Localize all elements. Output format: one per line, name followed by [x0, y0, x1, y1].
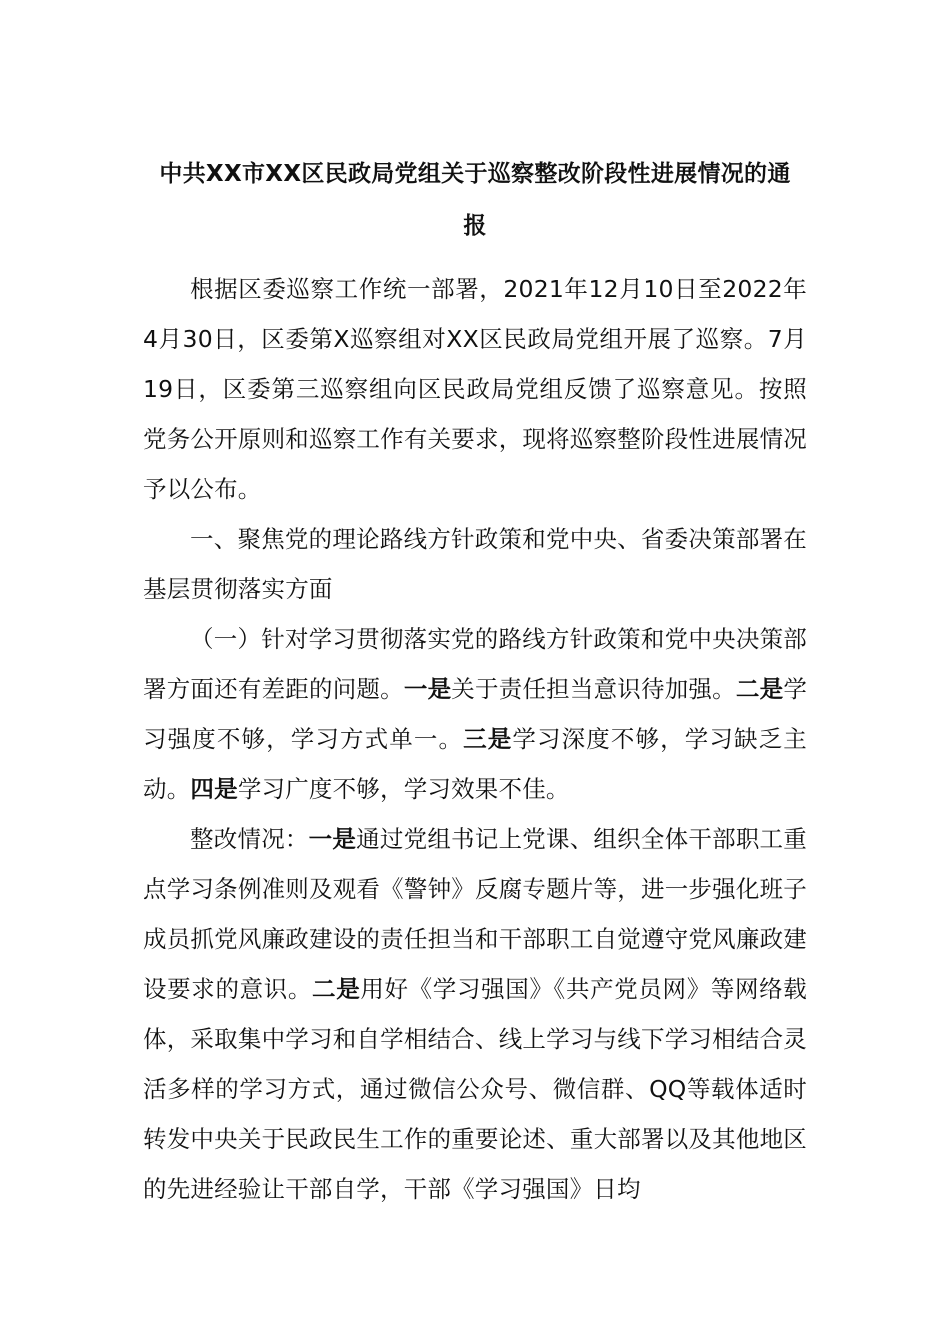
point-label-2: 二是 [735, 675, 784, 703]
point-text-1: 关于责任担当意识待加强。 [451, 675, 736, 703]
document-title [143, 148, 807, 252]
point-text-2: 学习强度不够，学习方式单一。 [143, 675, 808, 753]
rect-text-1: 通过党组书记上党课、组织全体干部职工重点学习条例准则及观看《警钟》反腐专题片等，进一步强化班子成员抓党风廉政建设的责任担当和干部职工自觉遵守党风廉政建设要求的意识。 [143, 825, 807, 1003]
rect-label-2: 二是 [312, 975, 361, 1003]
problem-lead: （一）针对学习贯彻落实党的路线方针政策和党中央决策部署方面还有差距的问题。 [143, 625, 807, 703]
intro-paragraph: 根据区委巡察工作统一部署，2021年12月10日至2022年4月30日，区委第X巡察组对XX区民政局党组开展了巡察。7月19日，区委第三巡察组向区民政局党组反馈了巡察意见。按照党务公开原则和巡察工作有关要求，现将巡察整阶段性进展情况予以公布。 [143, 275, 807, 503]
point-label-4: 四是 [190, 775, 238, 803]
title-line-2: 报 [463, 213, 487, 239]
rect-label-1: 一是 [308, 825, 357, 853]
section-1-heading: 一、聚焦党的理论路线方针政策和党中央、省委决策部署在基层贯彻落实方面 [143, 525, 807, 603]
point-label-1: 一是 [403, 675, 452, 703]
point-label-3: 三是 [463, 725, 513, 753]
rect-text-2: 用好《学习强国》《共产党员网》等网络载体，采取集中学习和自学相结合、线上学习与线下学习相结合灵活多样的学习方式，通过微信公众号、微信群、QQ等载体适时转发中央关于民政民生工作的重要论述、重大部署以及其他地区的先进经验让干部自学，干部《学习强国》日均 [143, 975, 807, 1203]
document-page [143, 148, 807, 1214]
problem-paragraph [143, 614, 807, 814]
rectification-lead: 整改情况： [190, 825, 309, 853]
point-text-3: 学习深度不够，学习缺乏主动。 [143, 725, 807, 803]
title-line-1: 中共XX市XX区民政局党组关于巡察整改阶段性进展情况的通 [159, 161, 791, 187]
point-text-4: 学习广度不够，学习效果不佳。 [237, 775, 570, 803]
rectification-paragraph [143, 814, 807, 1214]
